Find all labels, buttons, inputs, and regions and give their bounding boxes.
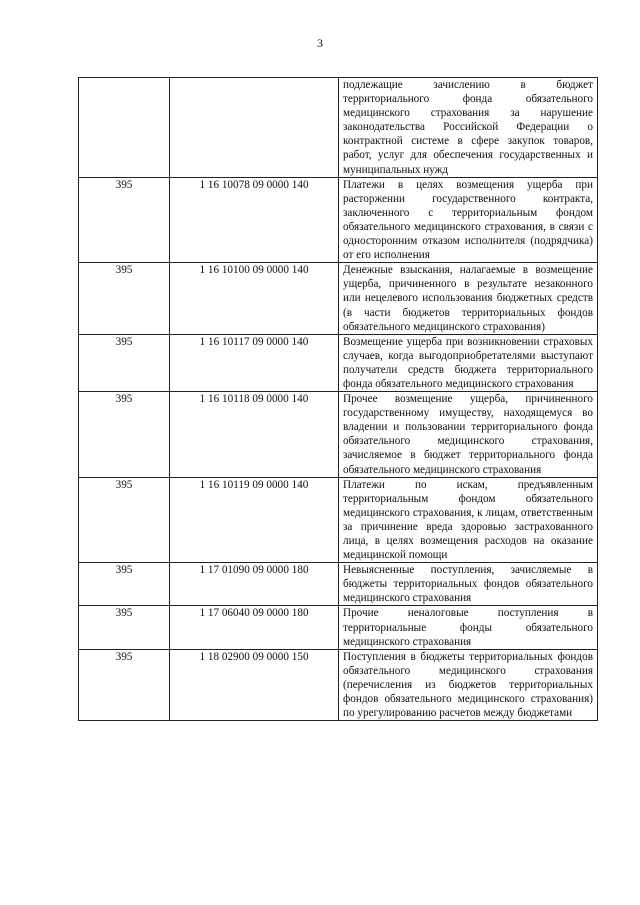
- revenue-codes-table: [78, 77, 598, 721]
- budget-code-cell: 1 16 10078 09 0000 140: [170, 177, 339, 263]
- admin-code-cell: 395: [79, 477, 170, 563]
- table-row: [79, 477, 598, 563]
- revenue-name-cell: Платежи в целях возмещения ущерба при расторжении государственного контракта, заключенного с территориальным фондом обязательного медицинского страхования, в связи с односторонним отказом исполнителя (подрядчика) от его исполнения: [339, 177, 598, 263]
- table-row: [79, 392, 598, 478]
- table-row: [79, 177, 598, 263]
- budget-code-cell: [170, 78, 339, 178]
- revenue-name-cell: Прочее возмещение ущерба, причиненного государственному имуществу, находящемуся во владении и пользовании территориального фонда обязательного медицинского страхования, зачисляемое в бюджет территориального фонда обязательного медицинского страхования: [339, 392, 598, 478]
- admin-code-cell: 395: [79, 177, 170, 263]
- table-row: [79, 606, 598, 649]
- admin-code-cell: 395: [79, 392, 170, 478]
- table-row: [79, 78, 598, 178]
- page-number: 3: [317, 36, 323, 50]
- revenue-name-cell: подлежащие зачислению в бюджет территориального фонда обязательного медицинского страхования за нарушение законодательства Российской Федерации о контрактной системе в сфере закупок товаров, работ, услуг для обеспечения государственных и муниципальных нужд: [339, 78, 598, 178]
- budget-code-cell: 1 16 10100 09 0000 140: [170, 263, 339, 334]
- revenue-name-cell: Невыясненные поступления, зачисляемые в бюджеты территориальных фондов обязательного медицинского страхования: [339, 563, 598, 606]
- budget-code-cell: 1 17 06040 09 0000 180: [170, 606, 339, 649]
- budget-code-cell: 1 17 01090 09 0000 180: [170, 563, 339, 606]
- budget-code-cell: 1 16 10117 09 0000 140: [170, 334, 339, 391]
- budget-code-cell: 1 18 02900 09 0000 150: [170, 649, 339, 720]
- table-row: [79, 334, 598, 391]
- admin-code-cell: 395: [79, 649, 170, 720]
- admin-code-cell: 395: [79, 563, 170, 606]
- admin-code-cell: 395: [79, 606, 170, 649]
- admin-code-cell: 395: [79, 334, 170, 391]
- table-row: [79, 263, 598, 334]
- revenue-name-cell: Платежи по искам, предъявленным территориальным фондом обязательного медицинского страхования, к лицам, ответственным за причинение вреда здоровью застрахованного лица, в целях возмещения расходов на оказание медицинской помощи: [339, 477, 598, 563]
- admin-code-cell: 395: [79, 263, 170, 334]
- revenue-name-cell: Денежные взыскания, налагаемые в возмещение ущерба, причиненного в результате незаконного или нецелевого использования бюджетных средств (в части бюджетов территориальных фондов обязательного медицинского страхования): [339, 263, 598, 334]
- table-row: [79, 563, 598, 606]
- revenue-name-cell: Поступления в бюджеты территориальных фондов обязательного медицинского страхования (перечисления из бюджетов территориальных фондов обязательного медицинского страхования) по урегулированию расчетов между бюджетами: [339, 649, 598, 720]
- revenue-name-cell: Возмещение ущерба при возникновении страховых случаев, когда выгодоприобретателями выступают получатели средств бюджета территориального фонда обязательного медицинского страхования: [339, 334, 598, 391]
- budget-code-cell: 1 16 10118 09 0000 140: [170, 392, 339, 478]
- revenue-name-cell: Прочие неналоговые поступления в территориальные фонды обязательного медицинского страхования: [339, 606, 598, 649]
- admin-code-cell: [79, 78, 170, 178]
- table-row: [79, 649, 598, 720]
- budget-code-cell: 1 16 10119 09 0000 140: [170, 477, 339, 563]
